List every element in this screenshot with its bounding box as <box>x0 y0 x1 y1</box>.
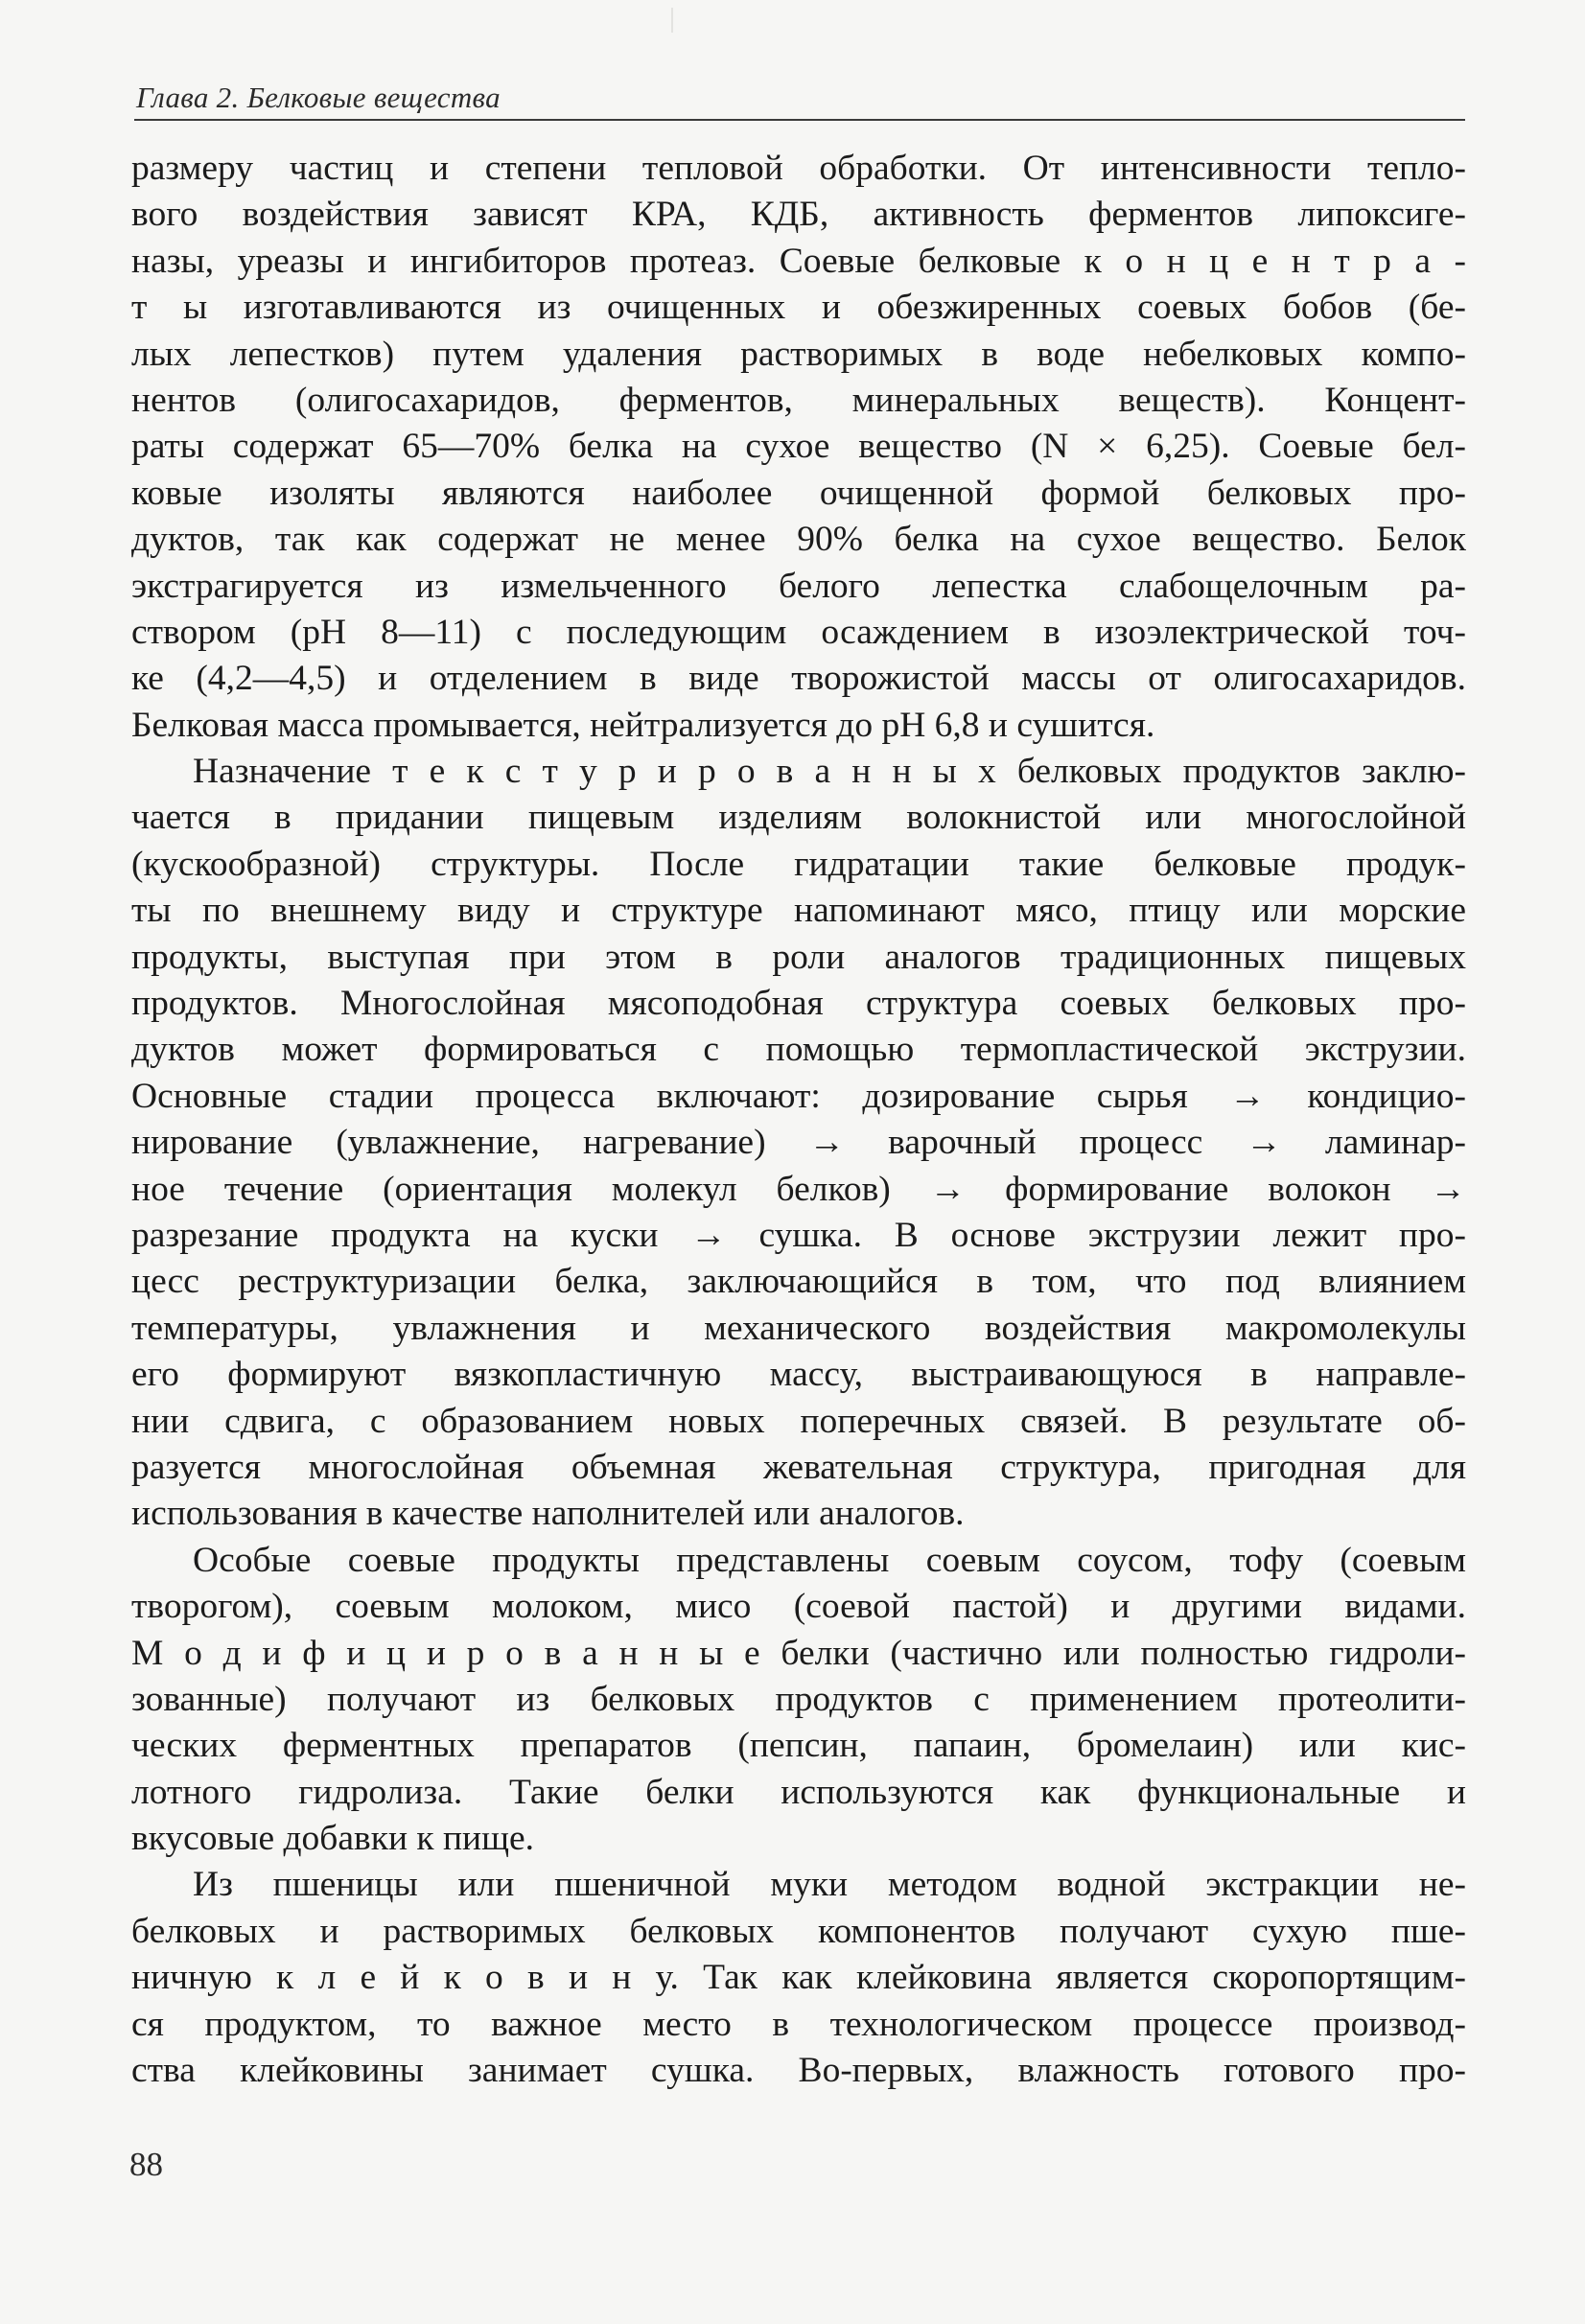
paragraph-soy-concentrates <box>131 146 1466 749</box>
text-line: лых лепестков) путем удаления растворимых в воде небелковых компо- <box>131 334 1466 374</box>
text-line: ства клейковины занимает сушка. Во-первых, влажность готового про- <box>131 2051 1466 2091</box>
text-line: М о д и ф и ц и р о в а н н ы е белки (частично или полностью гидроли- <box>131 1633 1466 1673</box>
text-line: створом (pH 8—11) с последующим осаждением в изоэлектрической точ- <box>131 612 1466 652</box>
text-line: ковые изоляты являются наиболее очищенной формой белковых про- <box>131 473 1466 513</box>
paragraph-special-soy-products <box>131 1538 1466 1863</box>
running-head <box>134 77 1465 121</box>
text-line: ческих ферментных препаратов (пепсин, папаин, бромелаин) или кис- <box>131 1726 1466 1766</box>
text-line: размеру частиц и степени тепловой обработки. От интенсивности тепло- <box>131 149 1466 188</box>
text-line: ничную к л е й к о в и н у. Так как клейковина является скоропортящим- <box>131 1958 1466 1998</box>
text-line: ты по внешнему виду и структуре напоминают мясо, птицу или морские <box>131 891 1466 931</box>
text-line: его формируют вязкопластичную массу, выстраивающуюся в направле- <box>131 1355 1466 1395</box>
text-line: разрезание продукта на куски → сушка. В основе экструзии лежит про- <box>131 1215 1466 1255</box>
text-line: нии сдвига, с образованием новых поперечных связей. В результате об- <box>131 1401 1466 1441</box>
text-line: ке (4,2—4,5) и отделением в виде творожистой массы от олигосахаридов. <box>131 659 1466 699</box>
text-line: цесс реструктуризации белка, заключающийся в том, что под влиянием <box>131 1262 1466 1302</box>
text-line: Особые соевые продукты представлены соевым соусом, тофу (соевым <box>193 1540 1466 1580</box>
text-line: Назначение т е к с т у р и р о в а н н ы х белковых продуктов заклю- <box>193 752 1466 792</box>
text-line: (кускообразной) структуры. После гидратации такие белковые продук- <box>131 844 1466 884</box>
text-line: раты содержат 65—70% белка на сухое вещество (N × 6,25). Соевые бел- <box>131 427 1466 467</box>
text-line: назы, уреазы и ингибиторов протеаз. Соевые белковые к о н ц е н т р а - <box>131 241 1466 281</box>
text-line: Из пшеницы или пшеничной муки методом водной экстракции не- <box>193 1865 1466 1905</box>
scan-artifact <box>671 8 673 33</box>
text-line: лотного гидролиза. Такие белки используются как функциональные и <box>131 1772 1466 1812</box>
page-number: 88 <box>129 2146 163 2183</box>
chapter-title: Глава 2. Белковые вещества <box>136 81 501 114</box>
text-line: творогом), соевым молоком, мисо (соевой пастой) и другими видами. <box>131 1587 1466 1627</box>
text-line: белковых и растворимых белковых компонентов получают сухую пше- <box>131 1911 1466 1951</box>
text-line: разуется многослойная объемная жевательная структура, пригодная для <box>131 1447 1466 1487</box>
text-line: дуктов, так как содержат не менее 90% белка на сухое вещество. Белок <box>131 520 1466 560</box>
text-line: т ы изготавливаются из очищенных и обезжиренных соевых бобов (бе- <box>131 288 1466 328</box>
text-line: продукты, выступая при этом в роли аналогов традиционных пищевых <box>131 937 1466 977</box>
text-line: ся продуктом, то важное место в технологическом процессе производ- <box>131 2004 1466 2044</box>
text-line: нирование (увлажнение, нагревание) → варочный процесс → ламинар- <box>131 1123 1466 1163</box>
body-text <box>131 146 1466 2094</box>
text-line: вкусовые добавки к пище. <box>131 1819 535 1859</box>
text-line: Основные стадии процесса включают: дозирование сырья → кондицио- <box>131 1076 1466 1116</box>
text-line: ное течение (ориентация молекул белков) → формирование волокон → <box>131 1169 1466 1209</box>
text-line: вого воздействия зависят КРА, КДБ, активность ферментов липоксиге- <box>131 195 1466 235</box>
text-line: экстрагируется из измельченного белого лепестка слабощелочным ра- <box>131 566 1466 606</box>
text-line: нентов (олигосахаридов, ферментов, минеральных веществ). Концент- <box>131 380 1466 420</box>
text-line: дуктов может формироваться с помощью термопластической экструзии. <box>131 1030 1466 1070</box>
paragraph-wheat-gluten <box>131 1862 1466 2094</box>
text-line: зованные) получают из белковых продуктов с применением протеолити- <box>131 1679 1466 1719</box>
paragraph-textured-products <box>131 749 1466 1538</box>
text-line: продуктов. Многослойная мясоподобная структура соевых белковых про- <box>131 984 1466 1024</box>
text-line: Белковая масса промывается, нейтрализуется до pH 6,8 и сушится. <box>131 705 1155 745</box>
text-line: чается в придании пищевым изделиям волокнистой или многослойной <box>131 798 1466 838</box>
text-line: использования в качестве наполнителей или аналогов. <box>131 1494 965 1534</box>
text-line: температуры, увлажнения и механического воздействия макромолекулы <box>131 1308 1466 1348</box>
